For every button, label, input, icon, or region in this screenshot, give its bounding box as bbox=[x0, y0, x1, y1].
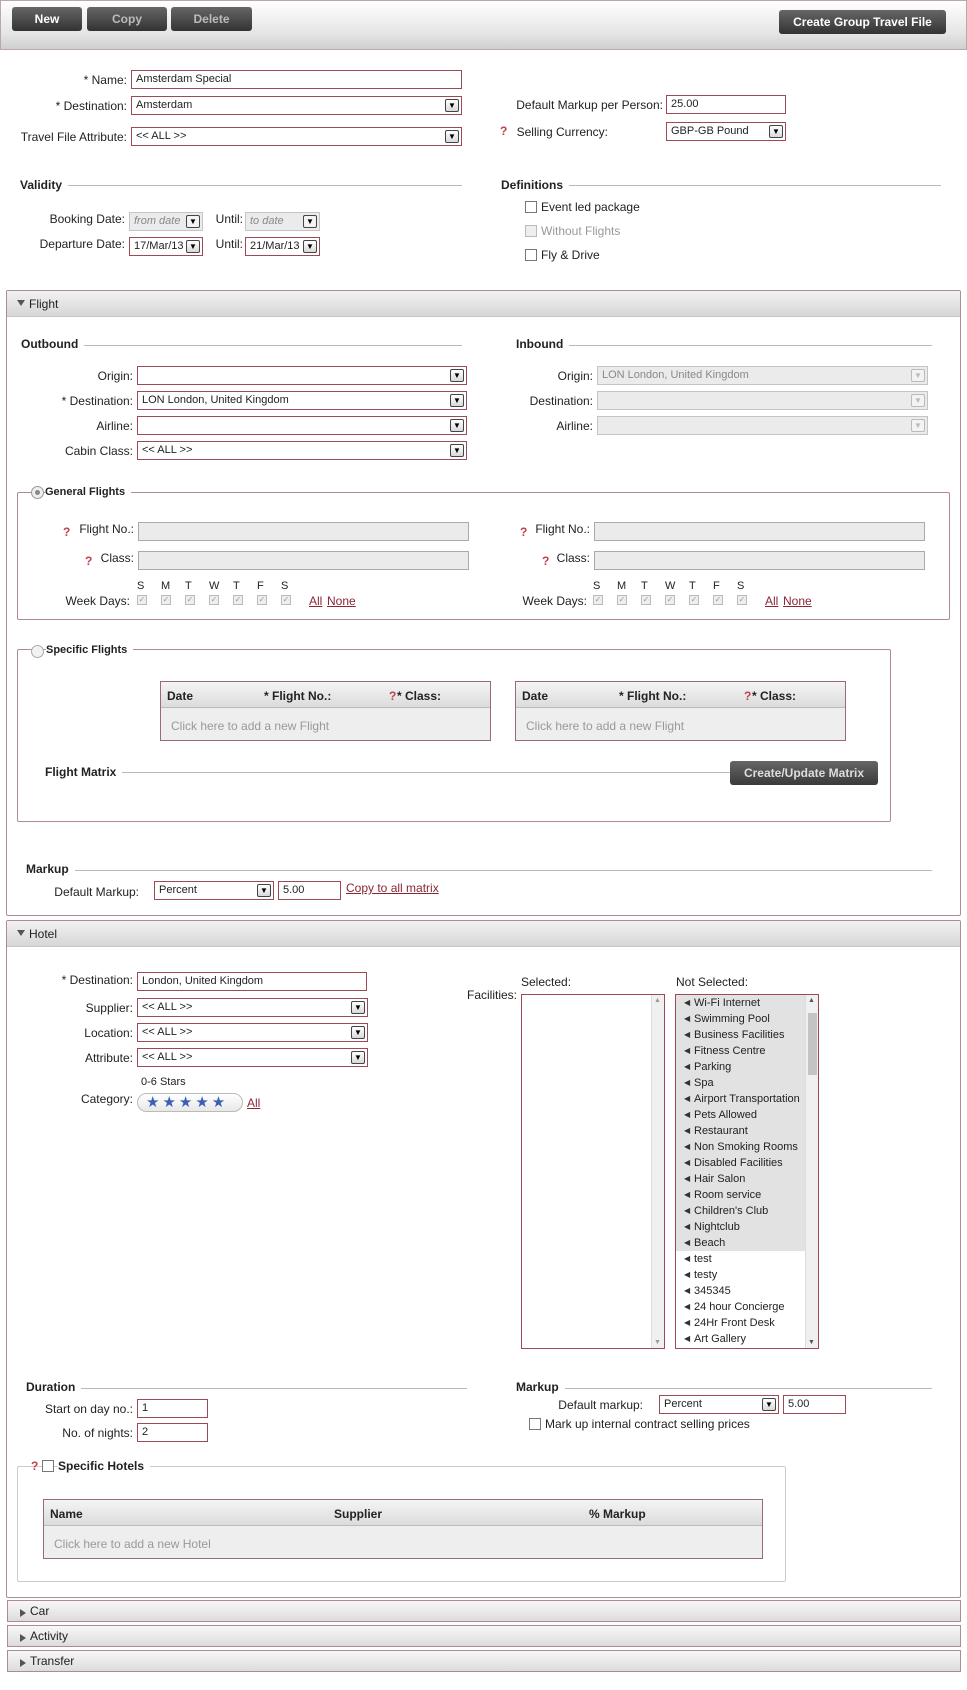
hotel-panel-title: Hotel bbox=[29, 927, 58, 941]
outbound-day-letter: T bbox=[185, 580, 192, 592]
help-icon[interactable]: ? bbox=[85, 554, 93, 568]
default-markup-per-person-input[interactable]: 25.00 bbox=[666, 95, 786, 114]
selected-facilities-list[interactable] bbox=[521, 994, 665, 1349]
help-icon[interactable]: ? bbox=[63, 525, 71, 539]
travel-file-attribute-label: Travel File Attribute: bbox=[20, 130, 127, 144]
travel-file-attribute-value: << ALL >> bbox=[136, 130, 187, 142]
flight-panel-title: Flight bbox=[29, 297, 59, 311]
facility-label: Disabled Facilities bbox=[694, 1157, 783, 1169]
flight-panel-header[interactable] bbox=[7, 291, 960, 317]
move-left-icon[interactable]: ◀ bbox=[684, 1078, 691, 1087]
markup-internal-contract-label: Mark up internal contract selling prices bbox=[545, 1417, 750, 1431]
move-left-icon[interactable]: ◀ bbox=[684, 1286, 691, 1295]
facility-item[interactable] bbox=[676, 1251, 806, 1267]
facility-label: Pets Allowed bbox=[694, 1109, 757, 1121]
move-left-icon[interactable]: ◀ bbox=[684, 1190, 691, 1199]
inbound-divider bbox=[516, 345, 932, 346]
hotel-markup-title: Markup bbox=[516, 1380, 565, 1394]
star-rating[interactable]: ★★★★★ bbox=[137, 1093, 243, 1112]
move-left-icon[interactable]: ◀ bbox=[684, 1142, 691, 1151]
chevron-down-icon: ▼ bbox=[445, 99, 459, 112]
expand-icon bbox=[20, 1609, 26, 1617]
outbound-destination-label: * Destination: bbox=[61, 394, 133, 408]
inbound-weekdays-all-link[interactable]: All bbox=[765, 594, 779, 608]
facility-item[interactable] bbox=[676, 1283, 806, 1299]
chevron-down-icon: ▼ bbox=[351, 1001, 365, 1014]
booking-from-date[interactable] bbox=[129, 212, 203, 231]
create-group-travel-file-button[interactable]: Create Group Travel File bbox=[779, 10, 946, 34]
facility-label: Parking bbox=[694, 1061, 732, 1073]
activity-section-header[interactable] bbox=[7, 1625, 961, 1647]
facility-label: Spa bbox=[694, 1077, 714, 1089]
facility-item[interactable] bbox=[676, 1315, 806, 1331]
outbound-divider bbox=[21, 345, 462, 346]
stars-caption: 0-6 Stars bbox=[141, 1076, 186, 1088]
move-left-icon[interactable]: ◀ bbox=[684, 1062, 691, 1071]
supplier-select[interactable] bbox=[137, 998, 368, 1017]
without-flights-label: Without Flights bbox=[541, 224, 621, 238]
inbound-day-checkbox[interactable]: ✓ bbox=[594, 595, 602, 604]
selected-label: Selected: bbox=[521, 975, 572, 989]
inbound-day-letter: T bbox=[641, 580, 648, 592]
hotel-markup-type-select[interactable] bbox=[659, 1395, 779, 1414]
validity-title: Validity bbox=[20, 178, 68, 192]
markup-internal-contract-checkbox[interactable] bbox=[529, 1418, 541, 1430]
inbound-weekdays-label: Week Days: bbox=[522, 594, 587, 608]
facilities-label: Facilities: bbox=[466, 988, 517, 1002]
attribute-label: Attribute: bbox=[84, 1051, 133, 1065]
facility-label: Business Facilities bbox=[694, 1029, 785, 1041]
facility-label: testy bbox=[694, 1269, 718, 1281]
facility-label: Airport Transportation bbox=[694, 1093, 800, 1105]
move-left-icon[interactable]: ◀ bbox=[684, 1334, 691, 1343]
destination-value: Amsterdam bbox=[136, 99, 193, 111]
grid-header bbox=[161, 682, 490, 708]
help-icon[interactable]: ? bbox=[744, 689, 752, 703]
departure-to-date[interactable] bbox=[245, 237, 320, 256]
chevron-down-icon: ▼ bbox=[351, 1026, 365, 1039]
chevron-down-icon: ▼ bbox=[911, 369, 925, 382]
activity-section-title: Activity bbox=[30, 1629, 69, 1643]
departure-from-value: 17/Mar/13 bbox=[134, 240, 184, 252]
move-left-icon[interactable]: ◀ bbox=[684, 1222, 691, 1231]
fly-drive-checkbox[interactable] bbox=[525, 249, 537, 261]
facility-label: 24Hr Front Desk bbox=[694, 1317, 775, 1329]
outbound-day-checkbox[interactable]: ✓ bbox=[162, 595, 170, 604]
inbound-day-checkbox[interactable]: ✓ bbox=[714, 595, 722, 604]
facility-item[interactable] bbox=[676, 995, 806, 1011]
facility-label: Nightclub bbox=[694, 1221, 740, 1233]
default-markup-label: Default Markup: bbox=[54, 885, 139, 899]
inbound-destination-select[interactable] bbox=[597, 391, 928, 410]
outbound-day-checkbox[interactable]: ✓ bbox=[186, 595, 194, 604]
col-flightno: * Flight No.: bbox=[619, 689, 687, 703]
specific-flights-radio[interactable] bbox=[31, 645, 44, 658]
name-input[interactable]: Amsterdam Special bbox=[131, 70, 462, 89]
facility-item[interactable] bbox=[676, 1043, 806, 1059]
hotel-markup-divider bbox=[516, 1388, 932, 1389]
without-flights-checkbox[interactable] bbox=[525, 225, 537, 237]
facility-label: Art Gallery bbox=[694, 1333, 746, 1345]
start-day-input[interactable]: 1 bbox=[137, 1399, 208, 1418]
create-update-matrix-button[interactable]: Create/Update Matrix bbox=[730, 761, 878, 785]
chevron-down-icon: ▼ bbox=[762, 1398, 776, 1411]
facility-label: Room service bbox=[694, 1189, 762, 1201]
inbound-specific-flights-grid bbox=[515, 681, 846, 741]
flight-markup-type-select[interactable] bbox=[154, 881, 274, 900]
chevron-down-icon: ▼ bbox=[769, 125, 783, 138]
inbound-origin-select[interactable] bbox=[597, 366, 928, 385]
booking-to-value: to date bbox=[250, 215, 284, 227]
facility-item[interactable] bbox=[676, 1155, 806, 1171]
toolbar bbox=[0, 0, 967, 50]
outbound-origin-select[interactable] bbox=[137, 366, 467, 385]
move-left-icon[interactable]: ◀ bbox=[684, 1238, 691, 1247]
inbound-flightno-label: Flight No.: bbox=[535, 522, 590, 536]
cabin-class-value: << ALL >> bbox=[142, 444, 193, 456]
facility-item[interactable] bbox=[676, 1187, 806, 1203]
facility-item[interactable] bbox=[676, 1091, 806, 1107]
outbound-day-checkbox[interactable]: ✓ bbox=[258, 595, 266, 604]
facility-label: Hair Salon bbox=[694, 1173, 746, 1185]
chevron-down-icon: ▼ bbox=[450, 369, 464, 382]
facility-items bbox=[676, 995, 806, 1347]
facility-label: test bbox=[694, 1253, 712, 1265]
inbound-day-letter: M bbox=[617, 580, 627, 592]
booking-until-label: Until: bbox=[215, 212, 243, 226]
calendar-dropdown-icon: ▼ bbox=[186, 215, 200, 228]
stars-all-link[interactable]: All bbox=[247, 1096, 261, 1110]
grid-header bbox=[44, 1500, 762, 1526]
booking-to-date[interactable] bbox=[245, 212, 320, 231]
outbound-destination-value: LON London, United Kingdom bbox=[142, 394, 289, 406]
help-icon[interactable]: ? bbox=[520, 525, 528, 539]
location-label: Location: bbox=[84, 1026, 133, 1040]
facility-item[interactable] bbox=[676, 1139, 806, 1155]
col-supplier: Supplier bbox=[334, 1507, 383, 1521]
chevron-down-icon: ▼ bbox=[911, 419, 925, 432]
supplier-label: Supplier: bbox=[85, 1001, 133, 1015]
flight-markup-value-input[interactable]: 5.00 bbox=[278, 881, 341, 900]
chevron-down-icon: ▼ bbox=[445, 130, 459, 143]
destination-label: * Destination: bbox=[55, 99, 127, 113]
outbound-weekdays-label: Week Days: bbox=[65, 594, 130, 608]
inbound-day-letter: W bbox=[665, 580, 676, 592]
move-left-icon[interactable]: ◀ bbox=[684, 1030, 691, 1039]
outbound-airline-select[interactable] bbox=[137, 416, 467, 435]
hotel-panel-header[interactable] bbox=[7, 921, 960, 947]
facility-label: 24 hour Concierge bbox=[694, 1301, 785, 1313]
move-left-icon[interactable]: ◀ bbox=[684, 998, 691, 1007]
col-class: * Class: bbox=[752, 689, 797, 703]
fly-drive-label: Fly & Drive bbox=[541, 248, 600, 262]
hotel-destination-input[interactable]: London, United Kingdom bbox=[137, 972, 367, 991]
flight-matrix-title: Flight Matrix bbox=[45, 765, 122, 779]
chevron-down-icon: ▼ bbox=[351, 1051, 365, 1064]
destination-select[interactable] bbox=[131, 96, 462, 115]
facility-item[interactable] bbox=[676, 1011, 806, 1027]
facility-label: Children's Club bbox=[694, 1205, 769, 1217]
outbound-day-letter: W bbox=[209, 580, 220, 592]
move-left-icon[interactable]: ◀ bbox=[684, 1270, 691, 1279]
inbound-day-checkbox[interactable]: ✓ bbox=[618, 595, 626, 604]
departure-until-label: Until: bbox=[215, 237, 243, 251]
selling-currency-value: GBP-GB Pound bbox=[671, 125, 749, 137]
help-icon[interactable]: ? bbox=[389, 689, 397, 703]
move-left-icon[interactable]: ◀ bbox=[684, 1254, 691, 1263]
move-left-icon[interactable]: ◀ bbox=[684, 1046, 691, 1055]
col-markup: % Markup bbox=[589, 1507, 646, 1521]
outbound-origin-label: Origin: bbox=[97, 369, 133, 383]
facility-item[interactable] bbox=[676, 1059, 806, 1075]
outbound-flightno-label: Flight No.: bbox=[79, 522, 134, 536]
col-flightno: * Flight No.: bbox=[264, 689, 332, 703]
chevron-down-icon: ▼ bbox=[911, 394, 925, 407]
move-left-icon[interactable]: ◀ bbox=[684, 1174, 691, 1183]
inbound-origin-label: Origin: bbox=[557, 369, 593, 383]
inbound-airline-select[interactable] bbox=[597, 416, 928, 435]
outbound-day-checkbox[interactable]: ✓ bbox=[138, 595, 146, 604]
move-left-icon[interactable]: ◀ bbox=[684, 1014, 691, 1023]
definitions-title: Definitions bbox=[501, 178, 569, 192]
inbound-destination-label: Destination: bbox=[529, 394, 593, 408]
hotel-destination-label: * Destination: bbox=[61, 973, 133, 987]
specific-flights-title: Specific Flights bbox=[46, 644, 133, 656]
booking-date-label: Booking Date: bbox=[49, 212, 125, 226]
start-day-label: Start on day no.: bbox=[44, 1402, 133, 1416]
facility-label: 345345 bbox=[694, 1285, 731, 1297]
car-section-header[interactable] bbox=[7, 1600, 961, 1622]
inbound-day-checkbox[interactable]: ✓ bbox=[666, 595, 674, 604]
new-button[interactable]: New bbox=[12, 7, 82, 31]
outbound-specific-flights-grid bbox=[160, 681, 491, 741]
attribute-value: << ALL >> bbox=[142, 1051, 193, 1063]
facility-item[interactable] bbox=[676, 1075, 806, 1091]
event-led-package-label: Event led package bbox=[541, 200, 640, 214]
general-flights-radio[interactable] bbox=[31, 486, 44, 499]
outbound-day-letter: T bbox=[233, 580, 240, 592]
inbound-class-label: Class: bbox=[556, 551, 590, 565]
default-markup-per-person-label: Default Markup per Person: bbox=[516, 98, 663, 112]
validity-divider bbox=[20, 185, 462, 186]
inbound-day-checkbox[interactable]: ✓ bbox=[642, 595, 650, 604]
chevron-down-icon: ▼ bbox=[450, 394, 464, 407]
not-selected-label: Not Selected: bbox=[676, 975, 749, 989]
facility-item[interactable] bbox=[676, 1331, 806, 1347]
col-date: Date bbox=[522, 689, 549, 703]
facility-item[interactable] bbox=[676, 1267, 806, 1283]
outbound-weekdays-none-link[interactable]: None bbox=[327, 594, 356, 608]
inbound-day-letter: S bbox=[737, 580, 745, 592]
flight-markup-divider bbox=[26, 870, 932, 871]
hotel-markup-value-input[interactable]: 5.00 bbox=[783, 1395, 846, 1414]
transfer-section-header[interactable] bbox=[7, 1650, 961, 1672]
departure-date-label: Departure Date: bbox=[39, 237, 125, 251]
location-value: << ALL >> bbox=[142, 1026, 193, 1038]
hotel-markup-type-value: Percent bbox=[664, 1398, 702, 1410]
move-left-icon[interactable]: ◀ bbox=[684, 1110, 691, 1119]
departure-to-value: 21/Mar/13 bbox=[250, 240, 300, 252]
collapse-icon bbox=[17, 300, 25, 306]
general-flights-title: General Flights bbox=[45, 486, 131, 498]
duration-divider bbox=[26, 1388, 467, 1389]
outbound-day-checkbox[interactable]: ✓ bbox=[210, 595, 218, 604]
inbound-day-checkbox[interactable]: ✓ bbox=[738, 595, 746, 604]
calendar-dropdown-icon: ▼ bbox=[186, 240, 200, 253]
facility-label: Beach bbox=[694, 1237, 726, 1249]
facility-label: Fitness Centre bbox=[694, 1045, 766, 1057]
duration-title: Duration bbox=[26, 1380, 81, 1394]
calendar-dropdown-icon: ▼ bbox=[303, 215, 317, 228]
name-label: * Name: bbox=[83, 73, 127, 87]
help-icon[interactable]: ? bbox=[500, 124, 508, 138]
facility-item[interactable] bbox=[676, 1219, 806, 1235]
inbound-day-checkbox[interactable]: ✓ bbox=[690, 595, 698, 604]
facility-item[interactable] bbox=[676, 1027, 806, 1043]
col-name: Name bbox=[50, 1507, 83, 1521]
selling-currency-select[interactable] bbox=[666, 122, 786, 141]
facility-label: Restaurant bbox=[694, 1125, 748, 1137]
facility-item[interactable] bbox=[676, 1235, 806, 1251]
car-section-title: Car bbox=[30, 1604, 50, 1618]
move-left-icon[interactable]: ◀ bbox=[684, 1206, 691, 1215]
add-hotel-row[interactable]: Click here to add a new Hotel bbox=[54, 1537, 211, 1551]
outbound-day-checkbox[interactable]: ✓ bbox=[234, 595, 242, 604]
add-flight-row[interactable]: Click here to add a new Flight bbox=[171, 719, 330, 733]
chevron-down-icon: ▼ bbox=[450, 444, 464, 457]
move-left-icon[interactable]: ◀ bbox=[684, 1094, 691, 1103]
move-left-icon[interactable]: ◀ bbox=[684, 1302, 691, 1311]
inbound-origin-value: LON London, United Kingdom bbox=[602, 369, 749, 381]
attribute-select[interactable] bbox=[137, 1048, 368, 1067]
inbound-class-input[interactable] bbox=[594, 551, 925, 570]
col-date: Date bbox=[167, 689, 194, 703]
specific-hotels-title: Specific Hotels bbox=[58, 1459, 150, 1473]
copy-button[interactable]: Copy bbox=[87, 7, 167, 31]
grid-header bbox=[516, 682, 845, 708]
departure-from-date[interactable] bbox=[129, 237, 203, 256]
facility-label: Non Smoking Rooms bbox=[694, 1141, 798, 1153]
facility-item[interactable] bbox=[676, 1123, 806, 1139]
copy-to-all-matrix-link[interactable]: Copy to all matrix bbox=[346, 881, 439, 895]
location-select[interactable] bbox=[137, 1023, 368, 1042]
event-led-package-checkbox[interactable] bbox=[525, 201, 537, 213]
expand-icon bbox=[20, 1659, 26, 1667]
help-icon[interactable]: ? bbox=[31, 1459, 39, 1473]
col-class: * Class: bbox=[397, 689, 442, 703]
nights-label: No. of nights: bbox=[62, 1426, 133, 1440]
inbound-flightno-input[interactable] bbox=[594, 522, 925, 541]
outbound-airline-label: Airline: bbox=[96, 419, 133, 433]
flight-matrix-divider bbox=[45, 772, 735, 773]
inbound-weekdays-none-link[interactable]: None bbox=[783, 594, 812, 608]
selling-currency-label: Selling Currency: bbox=[516, 125, 608, 139]
supplier-value: << ALL >> bbox=[142, 1001, 193, 1013]
outbound-flightno-input[interactable] bbox=[138, 522, 469, 541]
transfer-section-title: Transfer bbox=[30, 1654, 75, 1668]
cabin-class-select[interactable] bbox=[137, 441, 467, 460]
outbound-weekdays-all-link[interactable]: All bbox=[309, 594, 323, 608]
outbound-day-checkbox[interactable]: ✓ bbox=[282, 595, 290, 604]
facility-item[interactable] bbox=[676, 1299, 806, 1315]
expand-icon bbox=[20, 1634, 26, 1642]
specific-hotels-checkbox[interactable] bbox=[42, 1460, 54, 1472]
cabin-class-label: Cabin Class: bbox=[64, 444, 133, 458]
inbound-day-letter: F bbox=[713, 580, 720, 592]
travel-file-attribute-select[interactable] bbox=[131, 127, 462, 146]
delete-button[interactable]: Delete bbox=[171, 7, 252, 31]
inbound-title: Inbound bbox=[516, 337, 569, 351]
not-selected-facilities-list[interactable] bbox=[675, 994, 819, 1349]
facility-item[interactable] bbox=[676, 1107, 806, 1123]
outbound-day-letter: S bbox=[281, 580, 289, 592]
move-left-icon[interactable]: ◀ bbox=[684, 1158, 691, 1167]
chevron-down-icon: ▼ bbox=[257, 884, 271, 897]
outbound-day-letter: F bbox=[257, 580, 264, 592]
facility-label: Swimming Pool bbox=[694, 1013, 770, 1025]
flight-markup-type-value: Percent bbox=[159, 884, 197, 896]
collapse-icon bbox=[17, 930, 25, 936]
outbound-day-letter: S bbox=[137, 580, 145, 592]
booking-from-value: from date bbox=[134, 215, 181, 227]
scrollbar[interactable]: ▲ ▼ bbox=[651, 995, 664, 1348]
move-left-icon[interactable]: ◀ bbox=[684, 1126, 691, 1135]
move-left-icon[interactable]: ◀ bbox=[684, 1318, 691, 1327]
calendar-dropdown-icon: ▼ bbox=[303, 240, 317, 253]
facility-item[interactable] bbox=[676, 1203, 806, 1219]
facility-label: Wi-Fi Internet bbox=[694, 997, 761, 1009]
outbound-destination-select[interactable] bbox=[137, 391, 467, 410]
specific-hotels-grid bbox=[43, 1499, 763, 1559]
hotel-default-markup-label: Default markup: bbox=[558, 1398, 643, 1412]
add-flight-row[interactable]: Click here to add a new Flight bbox=[526, 719, 685, 733]
help-icon[interactable]: ? bbox=[542, 554, 550, 568]
category-label: Category: bbox=[80, 1092, 133, 1106]
outbound-title: Outbound bbox=[21, 337, 84, 351]
outbound-class-input[interactable] bbox=[138, 551, 469, 570]
scrollbar[interactable]: ▲ ▼ bbox=[805, 995, 818, 1348]
flight-markup-title: Markup bbox=[26, 862, 75, 876]
inbound-day-letter: S bbox=[593, 580, 601, 592]
nights-input[interactable]: 2 bbox=[137, 1423, 208, 1442]
chevron-down-icon: ▼ bbox=[450, 419, 464, 432]
inbound-airline-label: Airline: bbox=[556, 419, 593, 433]
outbound-class-label: Class: bbox=[100, 551, 134, 565]
facility-item[interactable] bbox=[676, 1171, 806, 1187]
inbound-day-letter: T bbox=[689, 580, 696, 592]
outbound-day-letter: M bbox=[161, 580, 171, 592]
